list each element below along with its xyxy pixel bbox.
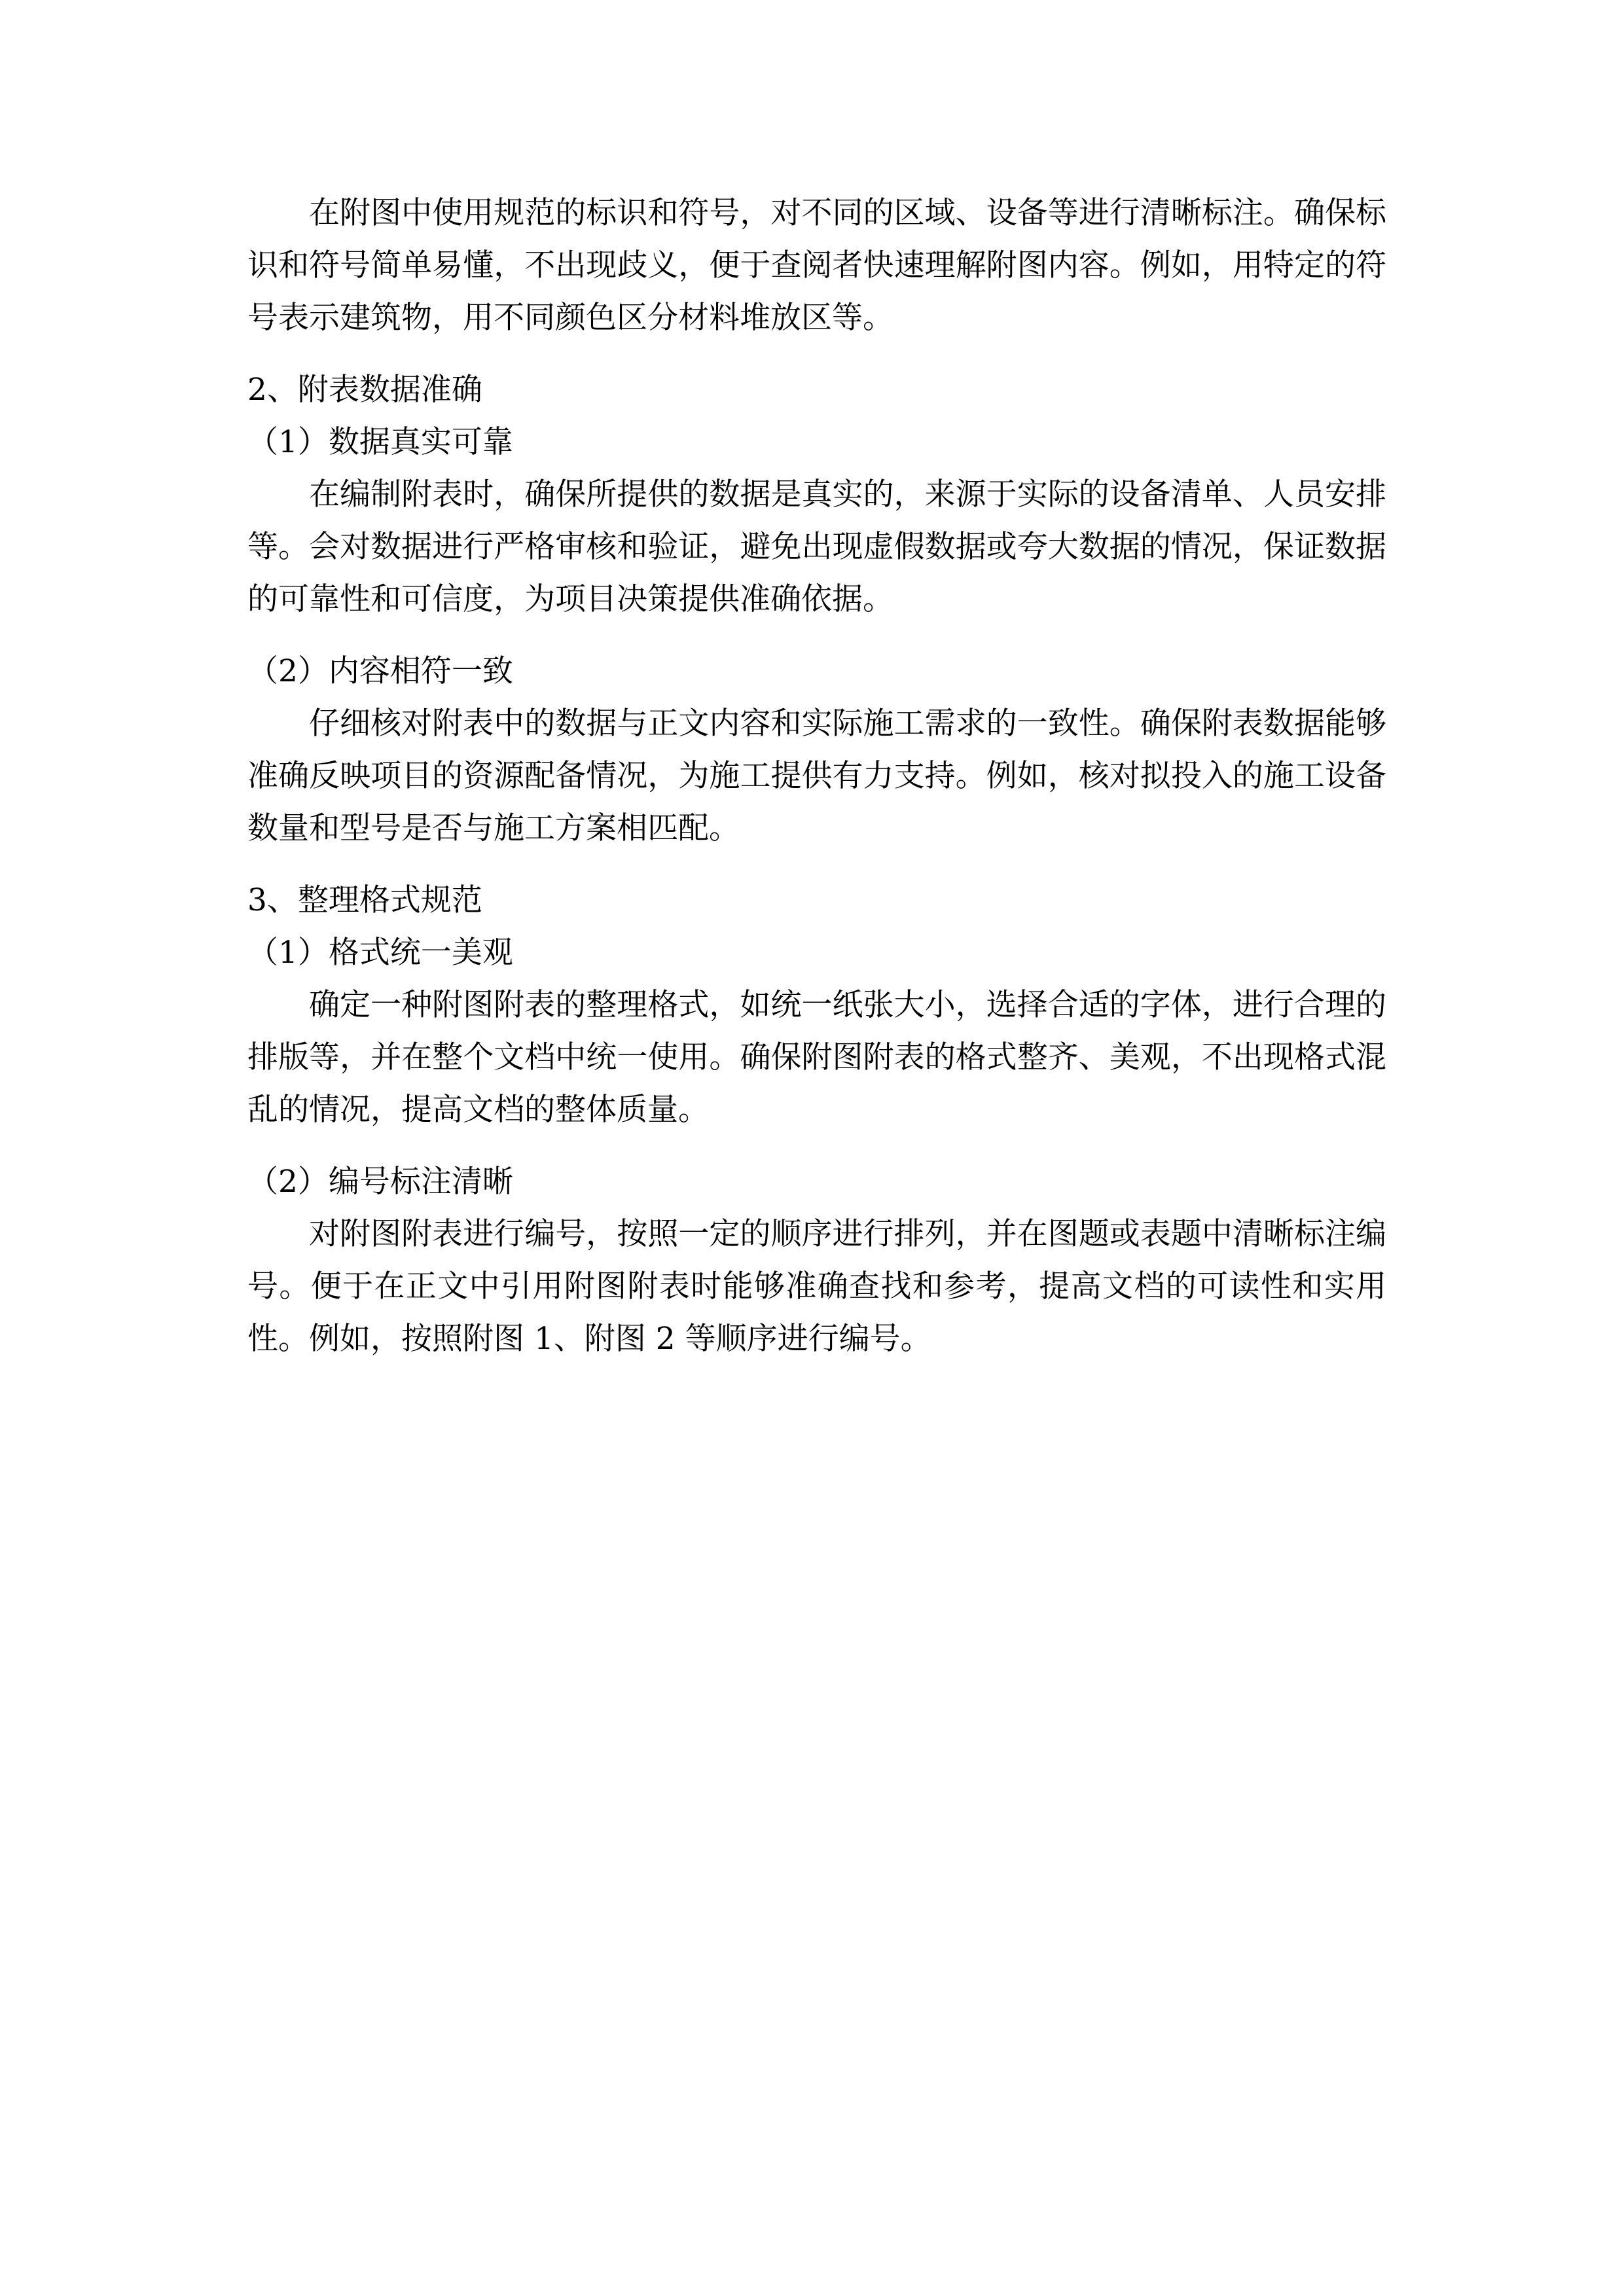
section-3-2-title: （2）编号标注清晰 xyxy=(247,1164,513,1200)
section-2-1-body: 在编制附表时，确保所提供的数据是真实的，来源于实际的设备清单、人员安排等。会对数据进行严格审核和验证，避免出现虚假数据或夸大数据的情况，保证数据的可靠性和可信度，为项目决策提供准确依据。 xyxy=(247,476,1386,617)
section-3-heading: 3、整理格式规范 xyxy=(247,882,482,918)
intro-paragraph: 在附图中使用规范的标识和符号，对不同的区域、设备等进行清晰标注。确保标识和符号简单易懂，不出现歧义，便于查阅者快速理解附图内容。例如，用特定的符号表示建筑物，用不同颜色区分材料堆放区等。 xyxy=(247,195,1386,336)
section-2-heading: 2、附表数据准确 xyxy=(247,372,482,408)
section-2-1-title: （1）数据真实可靠 xyxy=(247,424,513,460)
section-3-1-body: 确定一种附图附表的整理格式，如统一纸张大小，选择合适的字体，进行合理的排版等，并在整个文档中统一使用。确保附图附表的格式整齐、美观，不出现格式混乱的情况，提高文档的整体质量。 xyxy=(247,987,1386,1128)
section-2-2-body: 仔细核对附表中的数据与正文内容和实际施工需求的一致性。确保附表数据能够准确反映项目的资源配备情况，为施工提供有力支持。例如，核对拟投入的施工设备数量和型号是否与施工方案相匹配。 xyxy=(247,706,1386,846)
document-body xyxy=(247,187,1386,1365)
section-3-1-title: （1）格式统一美观 xyxy=(247,935,513,971)
section-3-2-body: 对附图附表进行编号，按照一定的顺序进行排列，并在图题或表题中清晰标注编号。便于在正文中引用附图附表时能够准确查找和参考，提高文档的可读性和实用性。例如，按照附图 1、附图 2 等顺序进行编号。 xyxy=(247,1216,1386,1357)
section-2-2-title: （2）内容相符一致 xyxy=(247,653,513,689)
